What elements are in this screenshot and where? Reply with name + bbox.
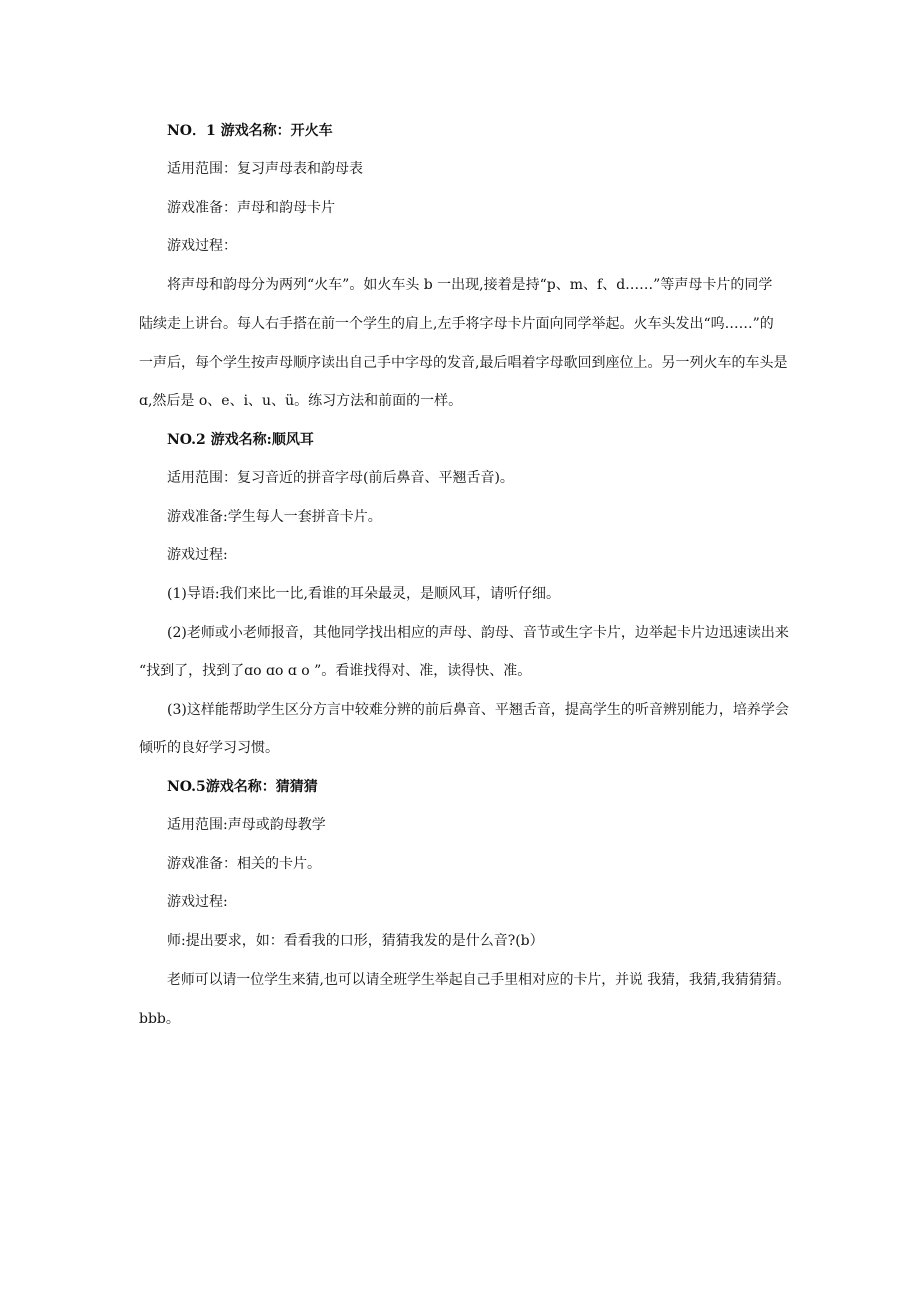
section-3-prep: 游戏准备：相关的卡片。	[167, 856, 321, 872]
section-1-para-line: 一声后，每个学生按声母顺序读出自己手中字母的发音,最后唱着字母歌回到座位上。另一列火车的车头是	[139, 355, 788, 371]
section-1-para-line: 将声母和韵母分为两列“火车”。如火车头 b 一出现,接着是持“p、m、f、d……”等声母卡片的同学	[167, 277, 773, 293]
section-3-para-line: 师:提出要求，如：看看我的口形，猜猜我发的是什么音?(b）	[167, 933, 544, 949]
section-2-para-line: (3)这样能帮助学生区分方言中较难分辨的前后鼻音、平翘舌音，提高学生的听音辨别能力，培养学会	[167, 702, 789, 718]
section-2-prep: 游戏准备:学生每人一套拼音卡片。	[167, 509, 382, 525]
section-2-para-line: “找到了，找到了ɑo ɑo ɑ o ”。看谁找得对、准，读得快、准。	[139, 663, 532, 679]
section-1-prep: 游戏准备：声母和韵母卡片	[167, 200, 335, 216]
section-1-para-line: ɑ,然后是 o、e、i、u、ü。练习方法和前面的一样。	[139, 393, 463, 409]
section-2-heading: NO.2 游戏名称:顺风耳	[167, 432, 314, 448]
section-1-scope: 适用范围：复习声母表和韵母表	[167, 161, 363, 177]
section-1-process-label: 游戏过程：	[167, 238, 237, 254]
section-2-process-label: 游戏过程:	[167, 547, 228, 563]
section-2-para-line: 倾听的良好学习习惯。	[139, 740, 279, 756]
section-3-para-line: bbb。	[139, 1011, 180, 1027]
section-2-para-line: (1)导语:我们来比一比,看谁的耳朵最灵，是顺风耳，请听仔细。	[167, 586, 560, 602]
section-2-scope: 适用范围：复习音近的拼音字母(前后鼻音、平翘舌音)。	[167, 470, 514, 486]
section-3-heading: NO.5游戏名称：猜猜猜	[167, 779, 318, 795]
section-1-heading: NO．1 游戏名称：开火车	[167, 123, 333, 139]
section-1-para-line: 陆续走上讲台。每人右手搭在前一个学生的肩上,左手将字母卡片面向同学举起。火车头发出“呜……”的	[139, 316, 774, 332]
section-2-para-line: (2)老师或小老师报音，其他同学找出相应的声母、韵母、音节或生字卡片，边举起卡片边迅速读出来	[167, 625, 789, 641]
section-3-scope: 适用范围:声母或韵母教学	[167, 817, 326, 833]
section-3-para-line: 老师可以请一位学生来猜,也可以请全班学生举起自己手里相对应的卡片，并说 我猜，我猜,我猜猜猜。	[167, 972, 791, 988]
section-3-process-label: 游戏过程:	[167, 894, 228, 910]
